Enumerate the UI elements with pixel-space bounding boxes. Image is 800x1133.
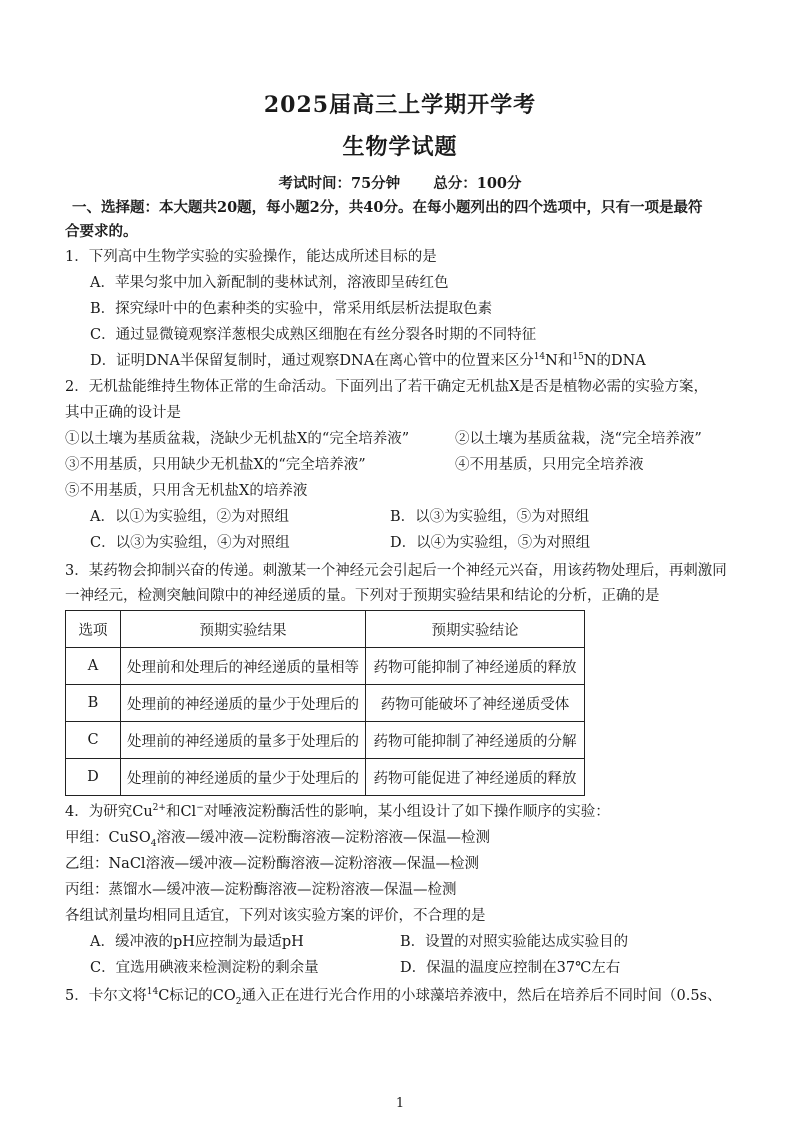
q5-stem	[65, 986, 722, 1006]
q1-d-text: D．证明DNA半保留复制时，通过观察DNA在离心管中的位置来区分	[90, 353, 534, 369]
table-cell: C	[66, 722, 121, 759]
q4-g1-pre: 甲组：CuSO	[65, 830, 151, 846]
q4-g1-post: 溶液—缓冲液—淀粉酶溶液—淀粉溶液—保温—检测	[156, 830, 490, 846]
q1-d-n14: 14	[533, 352, 546, 363]
q4-option-d: D．保温的温度应控制在37℃左右	[400, 960, 621, 976]
exam-meta	[0, 172, 800, 193]
q4-stem	[65, 802, 610, 822]
table-row	[66, 685, 585, 722]
table-cell: A	[66, 648, 121, 685]
q3-table	[65, 610, 585, 796]
q5-post: 通入正在进行光合作用的小球藻培养液中，然后在培养后不同时间（0.5s、	[241, 988, 722, 1004]
table-cell: 药物可能抑制了神经递质的分解	[366, 722, 585, 759]
q4-option-b: B．设置的对照实验能达成实验目的	[400, 934, 629, 950]
q1-d-mid: N和	[545, 353, 573, 369]
exam-subtitle: 生物学试题	[342, 134, 458, 160]
q1-d-post: N的DNA	[583, 353, 646, 369]
q3-stem-cont: 一神经元，检测突触间隙中的神经递质的量。下列对于预期实验结果和结论的分析，正确的是	[65, 588, 660, 604]
table-cell: 处理前的神经递质的量多于处理后的	[121, 722, 366, 759]
table-header-row	[66, 611, 585, 648]
table-header: 选项	[66, 611, 121, 648]
q4-option-a: A．缓冲液的pH应控制为最适pH	[90, 934, 304, 950]
q1-option-d	[90, 351, 646, 371]
table-cell: 处理前的神经递质的量少于处理后的	[121, 759, 366, 796]
exam-score: 总分：100分	[433, 175, 522, 192]
q4-group-1	[65, 828, 490, 848]
q2-stem: 2．无机盐能维持生物体正常的生命活动。下面列出了若干确定无机盐X是否是植物必需的实验方案，	[65, 379, 709, 395]
table-cell: B	[66, 685, 121, 722]
q3-stem: 3．某药物会抑制兴奋的传递。刺激某一个神经元会引起后一个神经元兴奋，用该药物处理后，再刺激同	[65, 563, 727, 579]
q4-note: 各组试剂量均相同且适宜，下列对该实验方案的评价，不合理的是	[65, 908, 486, 924]
q2-plan-2: ②以土壤为基质盆栽，浇“完全培养液”	[455, 431, 702, 447]
q1-stem: 1．下列高中生物学实验的实验操作，能达成所述目标的是	[65, 249, 437, 265]
q4-group-2: 乙组：NaCl溶液—缓冲液—淀粉酶溶液—淀粉溶液—保温—检测	[65, 856, 480, 872]
q4-option-c: C．宜选用碘液来检测淀粉的剩余量	[90, 960, 319, 976]
table-row	[66, 722, 585, 759]
q5-mid: C标记的CO	[158, 988, 236, 1004]
q5-pre: 5．卡尔文将	[65, 988, 147, 1004]
q1-d-n15: 15	[572, 352, 584, 363]
table-cell: 药物可能破坏了神经递质受体	[366, 685, 585, 722]
table-cell: D	[66, 759, 121, 796]
q2-plan-5: ⑤不用基质，只用含无机盐X的培养液	[65, 483, 308, 499]
q4-group-3: 丙组：蒸馏水—缓冲液—淀粉酶溶液—淀粉溶液—保温—检测	[65, 882, 457, 898]
q4-stem-pre: 4．为研究Cu	[65, 804, 153, 820]
exam-title: 2025届高三上学期开学考	[263, 92, 537, 118]
q4-cl-charge: −	[196, 803, 204, 814]
section-instructions: 一、选择题：本大题共20题，每小题2分，共40分。在每小题列出的四个选项中，只有一项是最符	[72, 199, 703, 216]
q5-sub2: 2	[235, 996, 242, 1007]
q2-plan-3: ③不用基质，只用缺少无机盐X的“完全培养液”	[65, 457, 366, 473]
q2-option-a: A．以①为实验组，②为对照组	[90, 509, 289, 525]
table-row	[66, 759, 585, 796]
q2-option-d: D．以④为实验组，⑤为对照组	[390, 535, 591, 551]
q5-c14: 14	[146, 987, 159, 998]
table-cell: 药物可能抑制了神经递质的释放	[366, 648, 585, 685]
table-row	[66, 648, 585, 685]
table-cell: 处理前的神经递质的量少于处理后的	[121, 685, 366, 722]
q4-cu-charge: 2+	[152, 803, 166, 814]
table-header: 预期实验结论	[366, 611, 585, 648]
q4-stem-mid: 和Cl	[165, 804, 197, 820]
table-header: 预期实验结果	[121, 611, 366, 648]
q4-g1-sub: 4	[150, 838, 157, 849]
q2-option-b: B．以③为实验组，⑤为对照组	[390, 509, 590, 525]
q2-plan-1: ①以土壤为基质盆栽，浇缺少无机盐X的“完全培养液”	[65, 431, 410, 447]
table-cell: 药物可能促进了神经递质的释放	[366, 759, 585, 796]
q1-option-a: A．苹果匀浆中加入新配制的斐林试剂，溶液即呈砖红色	[90, 275, 449, 291]
q2-option-c: C．以③为实验组，④为对照组	[90, 535, 290, 551]
section-instructions-cont: 合要求的。	[65, 223, 138, 240]
page-number: 1	[395, 1096, 405, 1111]
table-cell: 处理前和处理后的神经递质的量相等	[121, 648, 366, 685]
q1-option-b: B．探究绿叶中的色素种类的实验中，常采用纸层析法提取色素	[90, 301, 493, 317]
exam-time: 考试时间：75分钟	[278, 175, 401, 192]
q2-plan-4: ④不用基质，只用完全培养液	[455, 457, 644, 473]
q1-option-c: C．通过显微镜观察洋葱根尖成熟区细胞在有丝分裂各时期的不同特征	[90, 327, 537, 343]
q2-stem-cont: 其中正确的设计是	[65, 405, 181, 421]
q4-stem-post: 对唾液淀粉酶活性的影响，某小组设计了如下操作顺序的实验：	[203, 804, 610, 820]
